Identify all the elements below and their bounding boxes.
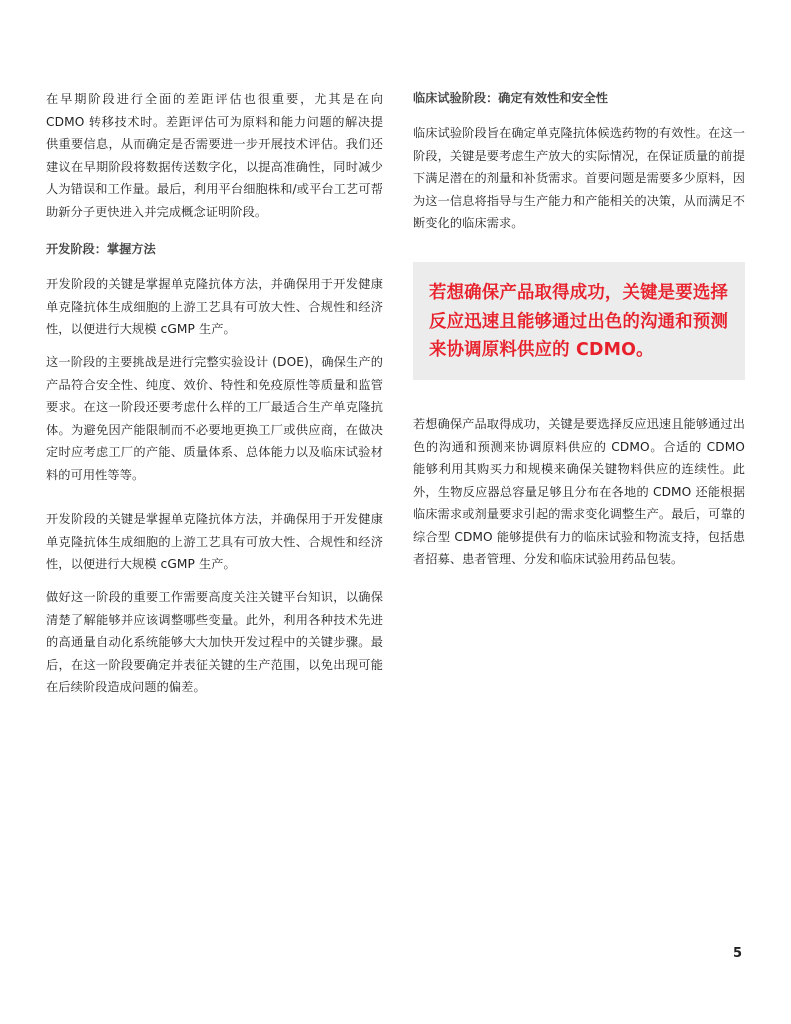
heading-clinical-stage: 临床试验阶段：确定有效性和安全性 xyxy=(413,91,608,105)
page-number: 5 xyxy=(733,946,743,961)
pull-quote-text: 若想确保产品取得成功，关键是要选择反应迅速且能够通过出色的沟通和预测来协调原料供应的 CDMO。 xyxy=(429,283,729,360)
paragraph-clinical-stage: 临床试验阶段旨在确定单克隆抗体候选药物的有效性。在这一阶段，关键是要考虑生产放大的实际情况，在保证质量的前提下满足潜在的剂量和补货需求。首要问题是需要多少原料，因为这一信息将指导与生产能力和产能相关的决策，从而满足不断变化的临床需求。 xyxy=(413,126,745,230)
heading-development-stage: 开发阶段：掌握方法 xyxy=(46,242,156,256)
paragraph-development-challenge: 这一阶段的主要挑战是进行完整实验设计 (DOE)，确保生产的产品符合安全性、纯度、效价、特性和免疫原性等质量和监管要求。在这一阶段还要考虑什么样的工厂最适合生产单克隆抗体。为避免因产能限制而不必要地更换工厂或供应商，在做决定时应考虑工厂的产能、质量体系、总体能力以及临床试验材料的可用性等等。 xyxy=(46,355,383,482)
pull-quote-callout xyxy=(413,262,745,380)
paragraph-development-key: 开发阶段的关键是掌握单克隆抗体方法，并确保用于开发健康单克隆抗体生成细胞的上游工艺具有可放大性、合规性和经济性，以便进行大规模 cGMP 生产。 xyxy=(46,277,383,336)
paragraph-platform-knowledge: 做好这一阶段的重要工作需要高度关注关键平台知识，以确保清楚了解能够并应该调整哪些变量。此外，利用各种技术先进的高通量自动化系统能够大大加快开发过程中的关键步骤。最后，在这一阶段要确定并表征关键的生产范围，以免出现可能在后续阶段造成问题的偏差。 xyxy=(46,590,383,694)
paragraph-gap-assessment: 在早期阶段进行全面的差距评估也很重要，尤其是在向 CDMO 转移技术时。差距评估可为原料和能力问题的解决提供重要信息，从而确定是否需要进一步开展技术评估。我们还建议在早期阶段将数据传送数字化，以提高准确性，同时减少人为错误和工作量。最后，利用平台细胞株和/或平台工艺可帮助新分子更快进入并完成概念证明阶段。 xyxy=(46,92,383,219)
paragraph-cdmo-selection: 若想确保产品取得成功，关键是要选择反应迅速且能够通过出色的沟通和预测来协调原料供应的 CDMO。合适的 CDMO 能够利用其购买力和规模来确保关键物料供应的连续性。此外，生物反应器总容量足够且分布在各地的 CDMO 还能根据临床需求或剂量要求引起的需求变化调整生产。最后，可靠的综合型 CDMO 能够提供有力的临床试验和物流支持，包括患者招募、患者管理、分发和临床试验用药品包装。 xyxy=(413,417,745,566)
paragraph-development-key-repeat: 开发阶段的关键是掌握单克隆抗体方法，并确保用于开发健康单克隆抗体生成细胞的上游工艺具有可放大性、合规性和经济性，以便进行大规模 cGMP 生产。 xyxy=(46,512,383,571)
